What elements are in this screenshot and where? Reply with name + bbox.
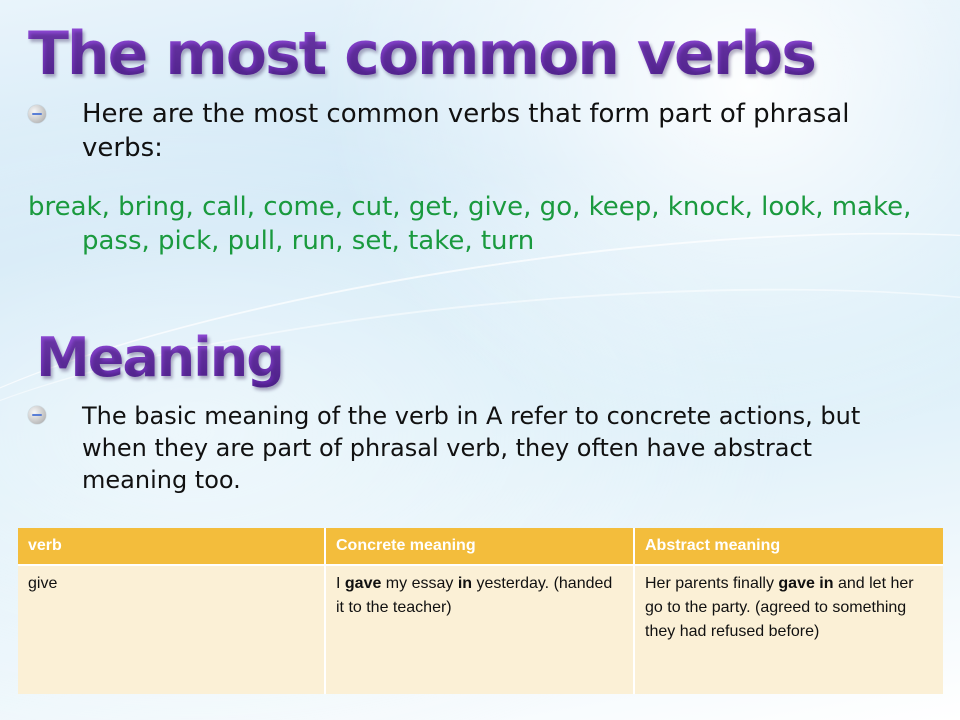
text: and let her go to the party. (agreed to something they had refused before): [645, 575, 914, 640]
arrow-circle-bullet-icon: [28, 105, 46, 123]
bullet-meaning-text: The basic meaning of the verb in A refer to concrete actions, but when they are part of phrasal verb, they often have abstract meaning too.: [82, 402, 861, 494]
bold-text: gave in: [778, 575, 834, 592]
section-title-meaning: Meaning: [36, 322, 283, 394]
bold-text: gave: [344, 575, 382, 592]
text: Her parents finally: [645, 575, 779, 592]
arrow-circle-bullet-icon: [28, 406, 46, 424]
bullet-intro-text: Here are the most common verbs that form part of phrasal verbs:: [82, 99, 850, 163]
bullet-meaning: [28, 400, 908, 496]
header-abstract-meaning: Abstract meaning: [634, 528, 943, 565]
cell-verb: give: [18, 565, 325, 694]
slide-title: The most common verbs: [28, 14, 815, 94]
meaning-table: [18, 528, 943, 694]
text: yesterday. (handed it to the teacher): [336, 575, 613, 616]
text: I: [336, 575, 345, 592]
bold-text: in: [457, 575, 473, 592]
text: my essay: [381, 575, 458, 592]
header-verb: verb: [18, 528, 325, 565]
table-row: [18, 565, 943, 694]
table-header-row: [18, 528, 943, 565]
bullet-intro: [28, 97, 908, 165]
cell-concrete-meaning: [325, 565, 634, 694]
cell-abstract-meaning: [634, 565, 943, 694]
verbs-list: break, bring, call, come, cut, get, give, go, keep, knock, look, make, pass, pick, pull, run, set, take, turn: [28, 192, 912, 256]
header-concrete-meaning: Concrete meaning: [325, 528, 634, 565]
